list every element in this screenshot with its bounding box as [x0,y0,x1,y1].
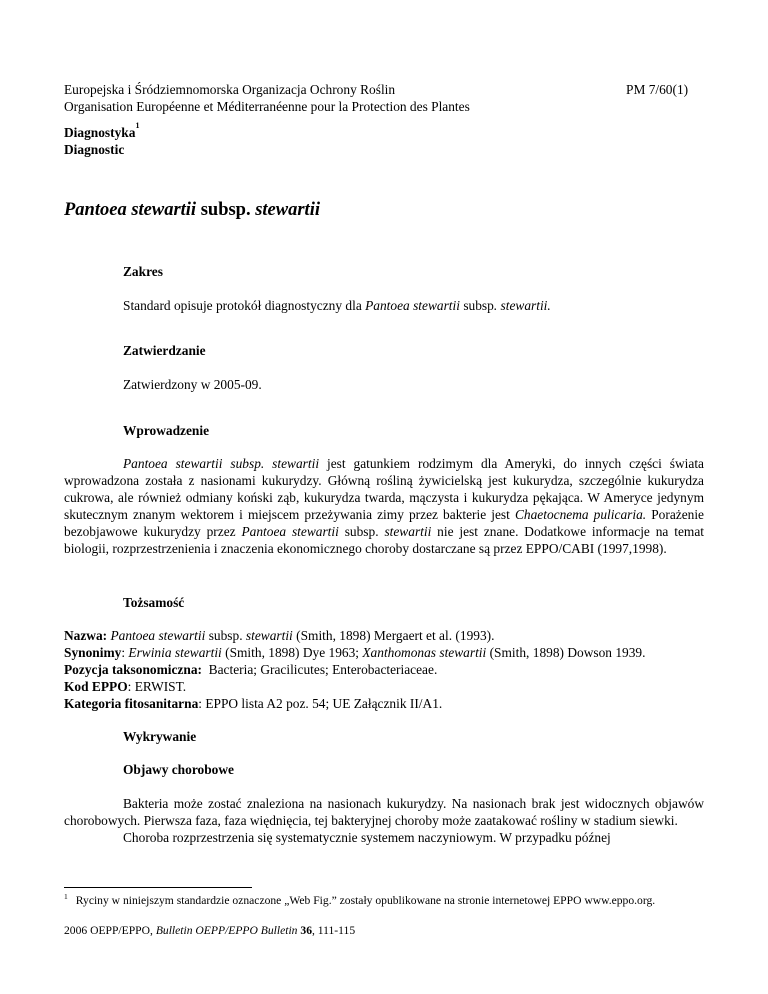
standard-code: PM 7/60(1) [626,82,689,97]
heading-objawy: Objawy chorobowe [123,762,234,777]
heading-tozsamosc: Tożsamość [123,595,185,610]
footnote-divider [64,887,252,888]
header-org-polish: Europejska i Śródziemnomorska Organizacja Ochrony Roślin [64,82,396,97]
title-epithet: stewartii [255,200,320,220]
section-label [64,121,140,158]
objawy-para-2: Choroba rozprzestrzenia się systematycznie systemem naczyniowym. W przypadku późnej [123,830,611,845]
identity-taxonomy: Pozycja taksonomiczna: Bacteria; Gracilicutes; Enterobacteriaceae. [64,662,438,677]
title-species: Pantoea stewartii [64,200,197,220]
footnote: $^1$ Ryciny w niniejszym standardzie oznaczone „Web Fig.” zostały opublikowane na stronie internetowej EPPO www.eppo.org. [64,892,656,907]
footnote-marker: 1 [135,121,140,130]
header-org-french: Organisation Européenne et Méditerranéenne pour la Protection des Plantes [64,99,470,114]
heading-zakres: Zakres [123,264,163,279]
identity-category: Kategoria fitosanitarna: EPPO lista A2 poz. 54; UE Załącznik II/A1. [64,696,443,711]
objawy-para-1: Bakteria może zostać znaleziona na nasionach kukurydzy. Na nasionach brak jest widocznych objawów chorobowych. Pierwsza faza, faza więdnięcia, tej bakteryjnej choroby może zaatakować rośliny w stadium siewki. [64,796,704,828]
heading-wprowadzenie: Wprowadzenie [123,423,210,438]
identity-eppo-code: Kod EPPO: ERWIST. [64,679,187,694]
citation: 2006 OEPP/EPPO, Bulletin OEPP/EPPO Bulletin 36, 111-115 [64,924,356,937]
zatwierdzanie-text: Zatwierdzony w 2005-09. [123,377,262,392]
title-subsp: subsp. [200,200,251,220]
identity-block [64,627,704,712]
section-label-english: Diagnostic [64,142,125,157]
identity-name: Nazwa: Pantoea stewartii subsp. stewartii (Smith, 1898) Mergaert et al. (1993). [64,628,495,643]
page-header [64,81,624,115]
wprowadzenie-paragraph: Pantoea stewartii subsp. stewartii jest gatunkiem rodzimym dla Ameryki, do innych części świata wprowadzona została z nasionami kukurydzy. Główną rośliną żywicielską jest kukurydza, szczególnie kukurydza cukrowa, ale również odmiany koński ząb, kukurydza twarda, mączysta i kukurydza pękająca. W Ameryce jedynym skutecznym znanym wektorem i miejscem przeżywania zimy przez bakterie jest Chaetocnema pulicaria. Porażenie bezobjawowe kukurydzy przez Pantoea stewartii subsp. stewartii nie jest znane. Dodatkowe informacje na temat biologii, rozprzestrzenienia i znaczenia ekonomicznego choroby dostarczane są przez EPPO/CABI (1997,1998). [64,456,705,556]
objawy-paragraph [64,795,704,846]
heading-zatwierdzanie: Zatwierdzanie [123,343,206,358]
section-label-polish: Diagnostyka [64,125,136,140]
zakres-text: Standard opisuje protokół diagnostyczny dla Pantoea stewartii subsp. stewartii. [123,298,551,313]
document-title [64,199,320,221]
identity-synonyms: Synonimy: Erwinia stewartii (Smith, 1898) Dye 1963; Xanthomonas stewartii (Smith, 1898) Dowson 1939. [64,645,646,660]
heading-wykrywanie: Wykrywanie [123,729,197,744]
